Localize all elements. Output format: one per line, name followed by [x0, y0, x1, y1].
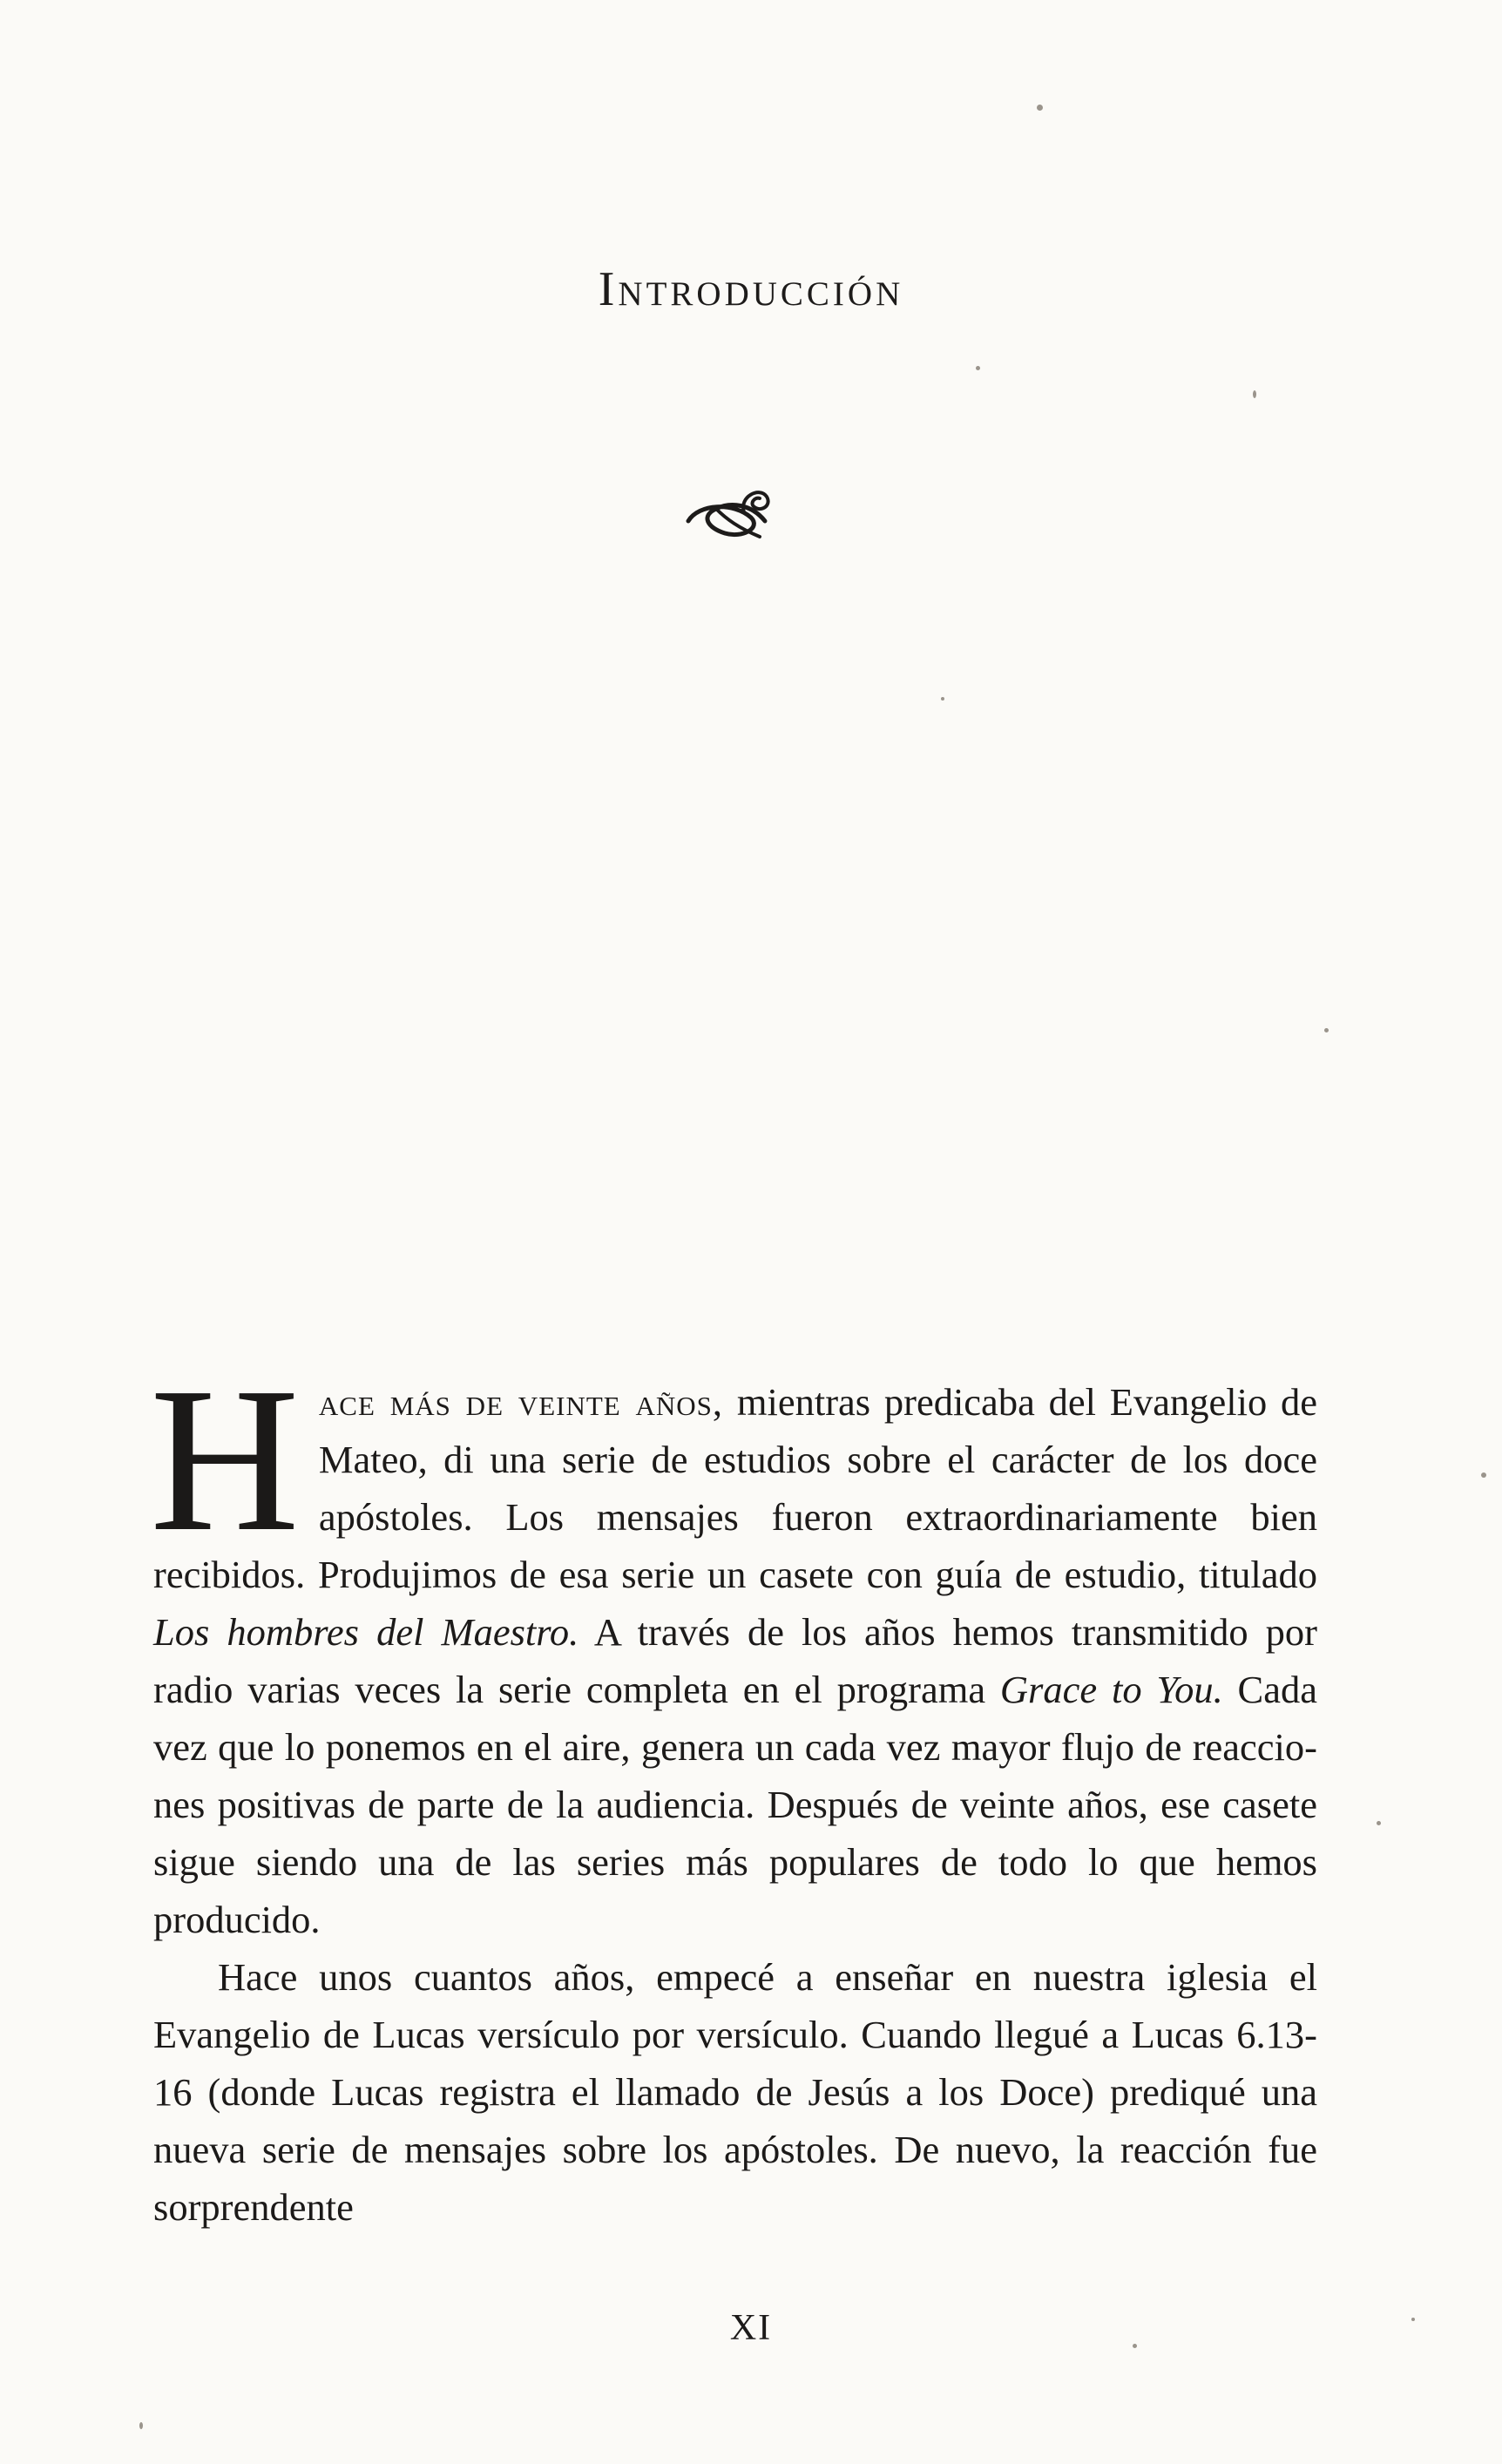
lead-in-small-caps: ace más de veinte años, [318, 1380, 724, 1424]
paragraph-1 [150, 1345, 1317, 1948]
drop-cap: H [150, 1345, 300, 1574]
body-text [150, 1345, 1317, 2236]
chapter-heading: Introducción [598, 262, 904, 316]
paper-speck [139, 2422, 143, 2429]
paper-speck [1481, 1472, 1486, 1478]
paper-speck [1037, 105, 1043, 111]
paragraph-1-text: mientras predicaba del Evangelio de Mateo, di una serie de estudios sobre el carácter de los doce apóstoles. Los mensajes fueron extraordinariamente bien recibidos. Produjimos de esa serie un casete con guía de estudio, titulado [153, 1380, 1317, 1596]
paper-speck [1377, 1821, 1381, 1825]
paragraph-1-text-2: A través de los años hemos transmitido por radio varias veces la serie completa en el programa [153, 1610, 1317, 1711]
decorative-flourish-icon [681, 477, 777, 547]
paragraph-2: Hace unos cuantos años, empecé a enseñar en nuestra iglesia el Evangelio de Lucas versículo por versículo. Cuando llegué a Lucas 6.13-16 (donde Lucas registra el llamado de Jesús a los Doce) prediqué una nueva serie de mensajes sobre los apóstoles. De nuevo, la reacción fue sorprendente [153, 1955, 1317, 2229]
paper-speck [1411, 2318, 1415, 2321]
page-number: XI [729, 2308, 773, 2348]
paper-speck [1324, 1028, 1329, 1032]
title-grace-to-you: Grace to You. [999, 1668, 1223, 1711]
paper-speck [976, 366, 980, 370]
paper-speck [1133, 2344, 1137, 2348]
title-los-hombres-del-maestro: Los hombres del Maestro. [153, 1610, 579, 1654]
paper-speck [1253, 390, 1256, 398]
paper-speck [941, 697, 944, 701]
paragraph-1-text-3: Cada vez que lo ponemos en el aire, genera un cada vez mayor flujo de reacciones positivas de parte de la audiencia. Después de veinte años, ese casete sigue siendo una de las series más populares de todo lo que hemos producido. [153, 1668, 1317, 1941]
